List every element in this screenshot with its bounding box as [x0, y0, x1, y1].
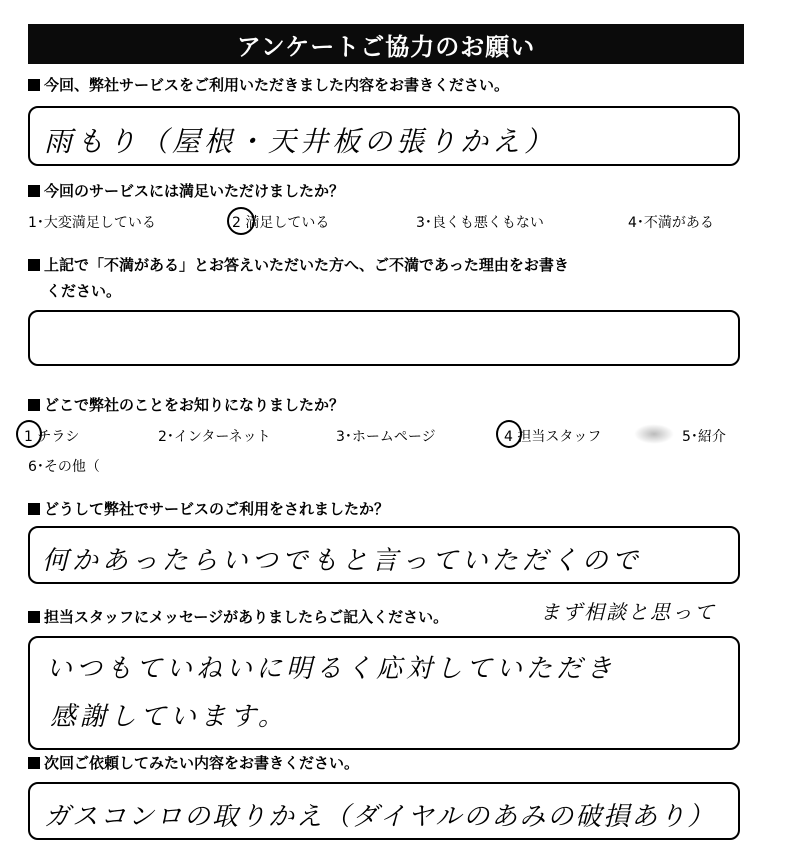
square-bullet-icon — [28, 757, 40, 769]
handwritten-answer-5: 何かあったらいつでもと言っていただくので — [42, 546, 642, 576]
source-option-2[interactable]: 2･インターネット — [158, 429, 271, 445]
square-bullet-icon — [28, 79, 40, 91]
handwritten-answer-1: 雨もり（屋根・天井板の張りかえ） — [44, 125, 557, 158]
survey-title: アンケートご協力のお願い — [28, 24, 744, 64]
source-option-3[interactable]: 3･ホームページ — [336, 429, 436, 445]
answer-box-5[interactable] — [28, 526, 740, 584]
source-option-5[interactable]: 5･紹介 — [682, 429, 726, 445]
question-7: 次回ご依頼してみたい内容をお書きください。 — [28, 752, 359, 773]
square-bullet-icon — [28, 259, 40, 271]
question-6: 担当スタッフにメッセージがありましたらご記入ください。 — [28, 606, 448, 627]
question-5: どうして弊社でサービスのご利用をされましたか？ — [28, 498, 389, 519]
handwritten-answer-6-line-1: いつもていねいに明るく応対していただき — [46, 654, 617, 684]
handwritten-answer-6-line-2: 感謝しています。 — [50, 702, 288, 732]
selection-circle-icon — [496, 420, 522, 448]
source-option-6[interactable]: 6･その他（ — [28, 459, 100, 475]
source-option-1[interactable]: 1 チラシ — [24, 429, 80, 445]
smudge-mark — [634, 424, 674, 444]
question-3-line-2: ください。 — [46, 282, 122, 300]
square-bullet-icon — [28, 503, 40, 515]
square-bullet-icon — [28, 399, 40, 411]
question-3: 上記で「不満がある」とお答えいただいた方へ、ご不満であった理由をお書き — [28, 254, 569, 275]
answer-box-6[interactable] — [28, 636, 740, 750]
satisfaction-option-2[interactable]: 2 満足している — [232, 215, 330, 231]
question-1: 今回、弊社サービスをご利用いただきました内容をお書きください。 — [28, 74, 509, 95]
answer-box-7[interactable] — [28, 782, 740, 840]
square-bullet-icon — [28, 611, 40, 623]
handwritten-answer-7: ガスコンロの取りかえ（ダイヤルのあみの破損あり） — [44, 802, 716, 832]
question-2: 今回のサービスには満足いただけましたか？ — [28, 180, 344, 201]
source-option-4[interactable]: 4 担当スタッフ — [504, 429, 602, 445]
handwritten-note-6: まず相談と思って — [540, 600, 716, 624]
satisfaction-option-3[interactable]: 3･良くも悪くもない — [416, 215, 544, 231]
selection-circle-icon — [227, 207, 255, 235]
satisfaction-option-4[interactable]: 4･不満がある — [628, 215, 714, 231]
answer-box-1[interactable] — [28, 106, 740, 166]
satisfaction-option-1[interactable]: 1･大変満足している — [28, 215, 156, 231]
square-bullet-icon — [28, 185, 40, 197]
selection-circle-icon — [16, 420, 42, 448]
answer-box-3[interactable] — [28, 310, 740, 366]
question-4: どこで弊社のことをお知りになりましたか？ — [28, 394, 344, 415]
